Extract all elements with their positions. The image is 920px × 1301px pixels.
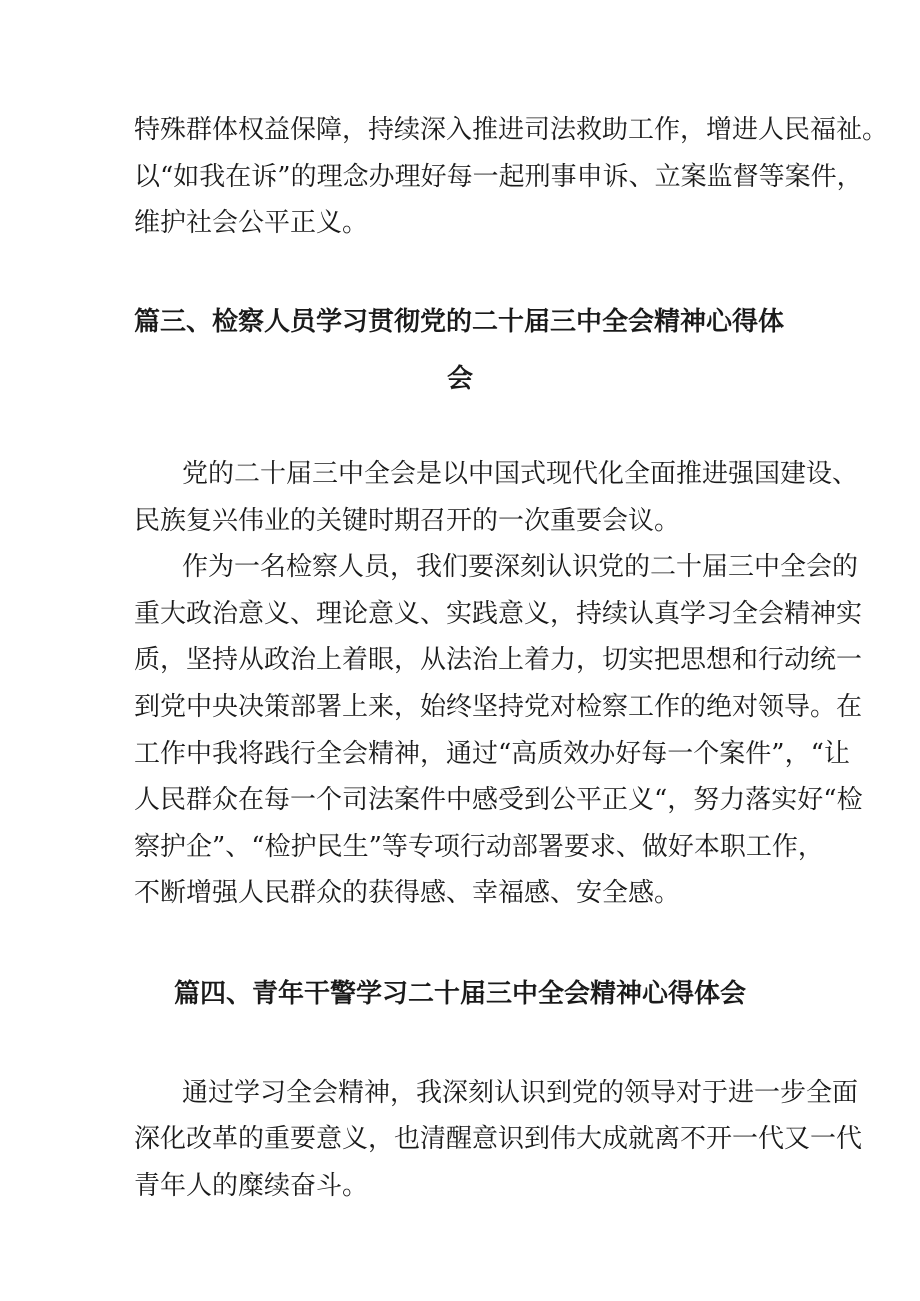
section3-paragraph2-line: 作为一名检察人员，我们要深刻认识党的二十届三中全会的 — [182, 552, 859, 582]
section3-paragraph2-line: 工作中我将践行全会精神，通过“高质效办好每一个案件”，“让 — [134, 739, 850, 769]
section3-paragraph2-line: 察护企”、“检护民生”等专项行动部署要求、做好本职工作， — [134, 832, 824, 862]
section3-title-continued: 会 — [446, 364, 473, 394]
section4-title: 篇四、青年干警学习二十届三中全会精神心得体会 — [173, 979, 746, 1009]
section3-paragraph2-line: 不断增强人民群众的获得感、幸福感、安全感。 — [134, 878, 681, 908]
section3-paragraph2-line: 到党中央决策部署上来，始终坚持党对检察工作的绝对领导。在 — [134, 692, 863, 722]
section3-paragraph2-line: 重大政治意义、理论意义、实践意义，持续认真学习全会精神实 — [134, 599, 863, 629]
section4-paragraph1-line: 青年人的糜续奋斗。 — [134, 1171, 369, 1201]
intro-paragraph-line: 维护社会公平正义。 — [134, 208, 369, 238]
section4-paragraph1-line: 通过学习全会精神，我深刻认识到党的领导对于进一步全面 — [182, 1078, 859, 1108]
intro-paragraph-line: 以“如我在诉”的理念办理好每一起刑事申诉、立案监督等案件， — [134, 162, 863, 192]
section3-paragraph2-line: 质，坚持从政治上着眼，从法治上着力，切实把思想和行动统一 — [134, 645, 863, 675]
section3-paragraph1-line: 民族复兴伟业的关键时期召开的一次重要会议。 — [134, 506, 681, 536]
section4-paragraph1-line: 深化改革的重要意义，也清醒意识到伟大成就离不开一代又一代 — [134, 1124, 863, 1154]
section3-title: 篇三、检察人员学习贯彻党的二十届三中全会精神心得体 — [134, 307, 785, 337]
section3-paragraph1-line: 党的二十届三中全会是以中国式现代化全面推进强国建设、 — [182, 459, 859, 489]
intro-paragraph-line: 特殊群体权益保障，持续深入推进司法救助工作，增进人民福祉。 — [134, 115, 889, 145]
section3-paragraph2-line: 人民群众在每一个司法案件中感受到公平正义“，努力落实好“检 — [134, 785, 863, 815]
